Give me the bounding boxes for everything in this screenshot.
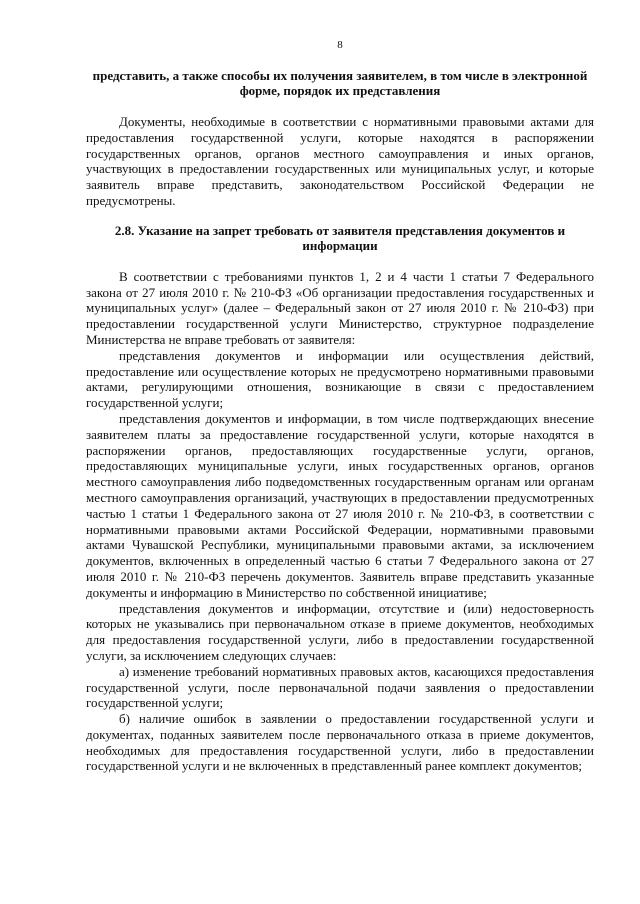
paragraph: В соответствии с требованиями пунктов 1, 2 и 4 части 1 статьи 7 Федерального закона от 27 июля 2010 г. № 210-ФЗ «Об организации предоставления государственных и муниципальных услуг» (далее – Федеральный закон от 27 июля 2010 г. № 210-ФЗ) при предоставлении государственной услуги Министерство, структурное подразделение Министерства не вправе требовать от заявителя: [86,268,594,347]
top-heading: представить, а также способы их получения заявителем, в том числе в электронной форме, порядок их представления [92,68,588,98]
paragraph: представления документов и информации или осуществления действий, предоставление или осуществление которых не предусмотрено нормативными правовыми актами, регулирующими отношения, возникающие в связи с предоставлением государственной услуги; [86,347,594,411]
document-page [86,38,594,774]
page-number: 8 [337,39,343,51]
paragraph: б) наличие ошибок в заявлении о предоставлении государственной услуги и документах, поданных заявителем после первоначального отказа в приеме документов, необходимых для предоставления государственной услуги, либо в предоставлении государственной услуги и не включенных в представленный ранее комплект документов; [86,711,594,774]
section-heading: 2.8. Указание на запрет требовать от заявителя представления документов и информации [114,222,566,253]
paragraph: представления документов и информации, отсутствие и (или) недостоверность которых не указывались при первоначальном отказе в приеме документов, необходимых для предоставления государственной услуги, либо в предоставлении государственной услуги, за исключением следующих случаев: [86,600,594,663]
section-body [86,269,594,775]
paragraph: а) изменение требований нормативных правовых актов, касающихся предоставления государственной услуги, после первоначальной подачи заявления о предоставлении государственной услуги; [86,663,594,711]
intro-paragraph: Документы, необходимые в соответствии с нормативными правовыми актами для предоставления государственной услуги, которые находятся в распоряжении государственных органов, органов местного самоуправления и иных органов, участвующих в предоставлении государственных или муниципальных услуг, и которые заявитель вправе представить, законодательством Российской Федерации не предусмотрены. [86,114,594,208]
paragraph: представления документов и информации, в том числе подтверждающих внесение заявителем платы за предоставление государственной услуги, которые находятся в распоряжении органов, предоставляющих государственные услуги, органов, предоставляющих муниципальные услуги, иных государственных органов, органов местного самоуправления либо подведомственных государственным органам или органам местного самоуправления организаций, участвующих в предоставлении предусмотренных частью 1 статьи 1 Федерального закона от 27 июля 2010 г. № 210-ФЗ, в соответствии с нормативными правовыми актами Российской Федерации, нормативными правовыми актами Чувашской Республики, муниципальными правовыми актами, за исключением документов, включенных в определенный частью 6 статьи 7 Федерального закона от 27 июля 2010 г. № 210-ФЗ перечень документов. Заявитель вправе представить указанные документы и информацию в Министерство по собственной инициативе; [86,410,594,600]
